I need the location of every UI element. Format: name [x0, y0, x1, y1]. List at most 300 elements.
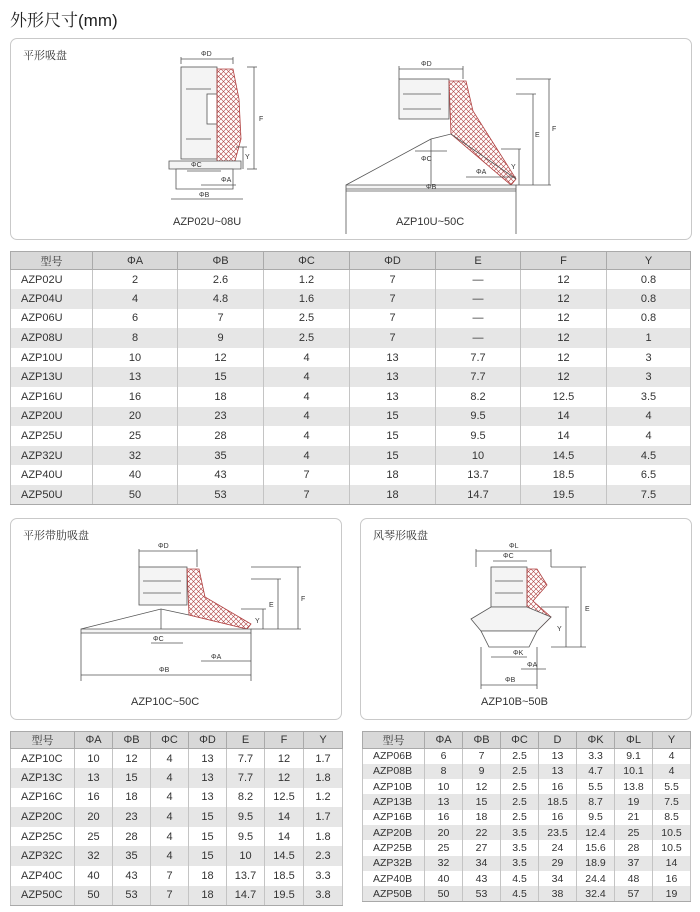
value-cell: 48: [615, 871, 653, 886]
value-cell: 3.8: [304, 886, 343, 906]
value-cell: 22: [463, 825, 501, 840]
column-header: ΦB: [463, 732, 501, 749]
column-header: Y: [607, 252, 691, 270]
dim-label: ΦB: [426, 184, 437, 191]
column-header: ΦC: [151, 732, 189, 749]
value-cell: 12: [521, 328, 607, 348]
table-row: [11, 465, 691, 485]
value-cell: 5.5: [577, 779, 615, 794]
dim-label: Y: [245, 154, 250, 161]
flat-cup-drawing-panel: [10, 38, 692, 240]
value-cell: 4: [151, 807, 189, 827]
column-header: ΦC: [501, 732, 539, 749]
value-cell: 53: [463, 886, 501, 901]
column-header: ΦB: [178, 252, 264, 270]
value-cell: 7: [151, 866, 189, 886]
value-cell: 4.5: [607, 446, 691, 466]
table-row: [11, 749, 343, 769]
value-cell: 9.5: [436, 407, 521, 427]
value-cell: 8: [425, 764, 463, 779]
value-cell: 15.6: [577, 840, 615, 855]
value-cell: 4: [151, 749, 189, 769]
value-cell: 40: [75, 866, 113, 886]
value-cell: 10.1: [615, 764, 653, 779]
table-row: [11, 846, 343, 866]
column-header: ΦL: [615, 732, 653, 749]
table-row: [11, 328, 691, 348]
value-cell: 27: [463, 840, 501, 855]
value-cell: 4: [607, 426, 691, 446]
value-cell: 10.5: [653, 840, 691, 855]
column-header: F: [265, 732, 304, 749]
value-cell: 10: [425, 779, 463, 794]
small-flat-cup-drawing: [11, 39, 691, 239]
model-cell: AZP32B: [363, 856, 425, 871]
value-cell: 18.9: [577, 856, 615, 871]
value-cell: 13: [75, 768, 113, 788]
dim-label: ΦC: [421, 156, 432, 163]
model-cell: AZP20B: [363, 825, 425, 840]
table-row: [11, 426, 691, 446]
value-cell: 4: [264, 367, 350, 387]
panel-title: 平形带肋吸盘: [23, 530, 89, 542]
value-cell: 15: [350, 446, 436, 466]
value-cell: 29: [539, 856, 577, 871]
value-cell: 28: [615, 840, 653, 855]
dim-label: ΦD: [158, 543, 169, 550]
value-cell: 4: [607, 407, 691, 427]
table-row: [11, 348, 691, 368]
value-cell: 18.5: [539, 794, 577, 809]
value-cell: 12.4: [577, 825, 615, 840]
value-cell: 4: [264, 407, 350, 427]
ribbed-cup-drawing-panel: [10, 518, 342, 720]
table-row: [11, 446, 691, 466]
column-header: 型号: [11, 732, 75, 749]
value-cell: 3.5: [501, 856, 539, 871]
model-cell: AZP32U: [11, 446, 93, 466]
value-cell: 18: [189, 866, 227, 886]
table-row: [363, 825, 691, 840]
value-cell: 10.5: [653, 825, 691, 840]
value-cell: 2.5: [501, 794, 539, 809]
value-cell: 12: [521, 270, 607, 290]
value-cell: 4.5: [501, 871, 539, 886]
dim-label: ΦD: [201, 51, 212, 58]
value-cell: 1.6: [264, 289, 350, 309]
table-row: [11, 827, 343, 847]
value-cell: 15: [189, 846, 227, 866]
column-header: Y: [653, 732, 691, 749]
value-cell: 57: [615, 886, 653, 901]
model-cell: AZP06B: [363, 749, 425, 764]
value-cell: 32.4: [577, 886, 615, 901]
value-cell: 40: [93, 465, 178, 485]
column-header: 型号: [363, 732, 425, 749]
model-cell: AZP10C: [11, 749, 75, 769]
value-cell: 4.8: [178, 289, 264, 309]
value-cell: 0.8: [607, 270, 691, 290]
value-cell: 12: [521, 348, 607, 368]
value-cell: 37: [615, 856, 653, 871]
value-cell: 12: [178, 348, 264, 368]
value-cell: 34: [463, 856, 501, 871]
model-cell: AZP40B: [363, 871, 425, 886]
value-cell: 4.5: [501, 886, 539, 901]
drawing-caption: AZP02U~08U: [173, 216, 242, 228]
value-cell: 16: [653, 871, 691, 886]
value-cell: 13: [350, 387, 436, 407]
value-cell: 1: [607, 328, 691, 348]
table-row: [11, 387, 691, 407]
value-cell: 18.5: [265, 866, 304, 886]
column-header: ΦD: [350, 252, 436, 270]
value-cell: 1.7: [304, 749, 343, 769]
bellows-cup-drawing: [361, 519, 691, 719]
value-cell: 50: [425, 886, 463, 901]
value-cell: —: [436, 289, 521, 309]
value-cell: 14.5: [265, 846, 304, 866]
value-cell: 7: [264, 465, 350, 485]
value-cell: 4: [151, 846, 189, 866]
value-cell: —: [436, 270, 521, 290]
value-cell: 15: [189, 807, 227, 827]
column-header: ΦD: [189, 732, 227, 749]
column-header: ΦC: [264, 252, 350, 270]
column-header: ΦB: [113, 732, 151, 749]
column-header: ΦA: [425, 732, 463, 749]
value-cell: 18: [113, 788, 151, 808]
value-cell: 6: [425, 749, 463, 764]
value-cell: 18: [350, 485, 436, 505]
value-cell: 43: [463, 871, 501, 886]
value-cell: 20: [425, 825, 463, 840]
value-cell: 43: [113, 866, 151, 886]
value-cell: 7: [463, 749, 501, 764]
table-header-row: [11, 252, 691, 270]
table-row: [11, 407, 691, 427]
dim-label: ΦD: [421, 61, 432, 68]
value-cell: 7: [350, 270, 436, 290]
value-cell: 18: [463, 810, 501, 825]
value-cell: 13.7: [436, 465, 521, 485]
dim-label: E: [269, 602, 274, 609]
value-cell: 23.5: [539, 825, 577, 840]
value-cell: 13: [350, 348, 436, 368]
model-cell: AZP50U: [11, 485, 93, 505]
value-cell: 7: [350, 309, 436, 329]
value-cell: 9: [463, 764, 501, 779]
dim-label: ΦA: [476, 169, 487, 176]
value-cell: 4: [264, 387, 350, 407]
value-cell: 40: [425, 871, 463, 886]
value-cell: 4: [151, 788, 189, 808]
value-cell: 3.5: [607, 387, 691, 407]
value-cell: 4: [653, 764, 691, 779]
value-cell: 12: [265, 749, 304, 769]
model-cell: AZP16B: [363, 810, 425, 825]
value-cell: 3.5: [501, 825, 539, 840]
dim-label: E: [585, 606, 590, 613]
value-cell: 12: [521, 309, 607, 329]
page-title: 外形尺寸(mm): [10, 11, 118, 30]
value-cell: 32: [93, 446, 178, 466]
value-cell: 9.5: [227, 827, 265, 847]
dim-label: ΦB: [159, 667, 170, 674]
value-cell: 10: [227, 846, 265, 866]
value-cell: 7: [178, 309, 264, 329]
table-row: [363, 871, 691, 886]
value-cell: 7.7: [436, 348, 521, 368]
table-row: [11, 866, 343, 886]
table-row: [11, 807, 343, 827]
value-cell: 2.5: [264, 328, 350, 348]
value-cell: 2.5: [264, 309, 350, 329]
model-cell: AZP10B: [363, 779, 425, 794]
dim-label: ΦL: [509, 543, 519, 550]
value-cell: 8.2: [436, 387, 521, 407]
value-cell: 14.7: [227, 886, 265, 906]
value-cell: 16: [539, 779, 577, 794]
value-cell: 13.7: [227, 866, 265, 886]
value-cell: 12: [463, 779, 501, 794]
value-cell: 4: [264, 446, 350, 466]
value-cell: 14: [265, 807, 304, 827]
value-cell: 13: [189, 768, 227, 788]
dim-label: Y: [511, 164, 516, 171]
table-row: [11, 367, 691, 387]
value-cell: 25: [425, 840, 463, 855]
table-row: [11, 309, 691, 329]
value-cell: 24.4: [577, 871, 615, 886]
value-cell: 50: [75, 886, 113, 906]
dim-label: ΦB: [199, 192, 210, 199]
value-cell: 16: [425, 810, 463, 825]
value-cell: 24: [539, 840, 577, 855]
value-cell: 14.5: [521, 446, 607, 466]
value-cell: 1.8: [304, 827, 343, 847]
value-cell: 4: [151, 827, 189, 847]
table-row: [363, 810, 691, 825]
model-cell: AZP25B: [363, 840, 425, 855]
drawing-caption: AZP10U~50C: [396, 216, 465, 228]
table-row: [363, 840, 691, 855]
value-cell: 19.5: [521, 485, 607, 505]
dim-label: ΦK: [513, 650, 524, 657]
value-cell: 2.5: [501, 810, 539, 825]
value-cell: 35: [113, 846, 151, 866]
model-cell: AZP16U: [11, 387, 93, 407]
dimension-table-b: [362, 731, 691, 902]
table-row: [363, 886, 691, 901]
value-cell: 12: [521, 289, 607, 309]
value-cell: 50: [93, 485, 178, 505]
drawing-caption: AZP10C~50C: [131, 696, 200, 708]
value-cell: 4: [151, 768, 189, 788]
value-cell: 9.5: [227, 807, 265, 827]
value-cell: 7.7: [436, 367, 521, 387]
dim-label: ΦB: [505, 677, 516, 684]
value-cell: 19: [653, 886, 691, 901]
column-header: E: [227, 732, 265, 749]
value-cell: 15: [350, 407, 436, 427]
value-cell: 7.7: [227, 749, 265, 769]
value-cell: 3: [607, 348, 691, 368]
value-cell: 32: [75, 846, 113, 866]
dim-label: F: [552, 126, 557, 133]
value-cell: 18: [189, 886, 227, 906]
value-cell: 8.7: [577, 794, 615, 809]
dim-label: F: [259, 116, 264, 123]
table-row: [363, 779, 691, 794]
panel-title: 平形吸盘: [23, 50, 67, 62]
value-cell: 7.7: [227, 768, 265, 788]
value-cell: 7.5: [607, 485, 691, 505]
dimension-table-u: [10, 251, 691, 505]
model-cell: AZP13C: [11, 768, 75, 788]
value-cell: 3.3: [304, 866, 343, 886]
value-cell: 12: [265, 768, 304, 788]
value-cell: 38: [539, 886, 577, 901]
value-cell: 4: [93, 289, 178, 309]
value-cell: 1.2: [304, 788, 343, 808]
value-cell: 13: [93, 367, 178, 387]
value-cell: 8.5: [653, 810, 691, 825]
model-cell: AZP10U: [11, 348, 93, 368]
value-cell: 1.7: [304, 807, 343, 827]
column-header: ΦK: [577, 732, 615, 749]
value-cell: 4: [653, 749, 691, 764]
value-cell: 9.1: [615, 749, 653, 764]
dim-label: ΦA: [211, 654, 222, 661]
value-cell: 16: [93, 387, 178, 407]
value-cell: 13: [189, 788, 227, 808]
value-cell: 12: [521, 367, 607, 387]
table-row: [11, 886, 343, 906]
model-cell: AZP25U: [11, 426, 93, 446]
value-cell: 14: [521, 407, 607, 427]
value-cell: 2.5: [501, 749, 539, 764]
dim-label: Y: [557, 626, 562, 633]
value-cell: 19: [615, 794, 653, 809]
value-cell: 6.5: [607, 465, 691, 485]
value-cell: 15: [113, 768, 151, 788]
value-cell: 18.5: [521, 465, 607, 485]
dimension-table-c: [10, 731, 343, 906]
value-cell: 4: [264, 348, 350, 368]
model-cell: AZP08B: [363, 764, 425, 779]
value-cell: 25: [615, 825, 653, 840]
ribbed-cup-drawing: [11, 519, 341, 719]
value-cell: 20: [75, 807, 113, 827]
value-cell: 12.5: [265, 788, 304, 808]
value-cell: 3.5: [501, 840, 539, 855]
table-header-row: [363, 732, 691, 749]
drawing-caption: AZP10B~50B: [481, 696, 548, 708]
column-header: F: [521, 252, 607, 270]
value-cell: 1.8: [304, 768, 343, 788]
table-row: [363, 794, 691, 809]
model-cell: AZP02U: [11, 270, 93, 290]
value-cell: 14: [653, 856, 691, 871]
model-cell: AZP20C: [11, 807, 75, 827]
value-cell: 20: [93, 407, 178, 427]
value-cell: 14: [265, 827, 304, 847]
value-cell: —: [436, 309, 521, 329]
value-cell: 12.5: [521, 387, 607, 407]
value-cell: 3: [607, 367, 691, 387]
value-cell: 13: [350, 367, 436, 387]
value-cell: 4.7: [577, 764, 615, 779]
value-cell: 7: [151, 886, 189, 906]
value-cell: 7: [350, 289, 436, 309]
value-cell: 18: [350, 465, 436, 485]
value-cell: 2.3: [304, 846, 343, 866]
value-cell: 35: [178, 446, 264, 466]
value-cell: 13.8: [615, 779, 653, 794]
model-cell: AZP13B: [363, 794, 425, 809]
value-cell: 14.7: [436, 485, 521, 505]
value-cell: 15: [189, 827, 227, 847]
value-cell: 2.6: [178, 270, 264, 290]
dim-label: ΦC: [503, 553, 514, 560]
model-cell: AZP40C: [11, 866, 75, 886]
model-cell: AZP50C: [11, 886, 75, 906]
value-cell: 2.5: [501, 779, 539, 794]
value-cell: —: [436, 328, 521, 348]
value-cell: 18: [178, 387, 264, 407]
value-cell: 25: [93, 426, 178, 446]
value-cell: 53: [113, 886, 151, 906]
panel-title: 风琴形吸盘: [373, 530, 428, 542]
value-cell: 21: [615, 810, 653, 825]
dim-label: E: [535, 132, 540, 139]
value-cell: 9.5: [436, 426, 521, 446]
column-header: E: [436, 252, 521, 270]
value-cell: 43: [178, 465, 264, 485]
dim-label: F: [301, 596, 306, 603]
table-row: [363, 856, 691, 871]
value-cell: 19.5: [265, 886, 304, 906]
model-cell: AZP50B: [363, 886, 425, 901]
value-cell: 15: [350, 426, 436, 446]
value-cell: 15: [178, 367, 264, 387]
column-header: Y: [304, 732, 343, 749]
value-cell: 3.3: [577, 749, 615, 764]
dim-label: Y: [255, 618, 260, 625]
value-cell: 34: [539, 871, 577, 886]
table-header-row: [11, 732, 343, 749]
value-cell: 28: [113, 827, 151, 847]
table-row: [11, 768, 343, 788]
value-cell: 10: [436, 446, 521, 466]
value-cell: 13: [539, 749, 577, 764]
value-cell: 32: [425, 856, 463, 871]
model-cell: AZP20U: [11, 407, 93, 427]
table-row: [363, 764, 691, 779]
value-cell: 10: [75, 749, 113, 769]
value-cell: 14: [521, 426, 607, 446]
value-cell: 23: [113, 807, 151, 827]
value-cell: 12: [113, 749, 151, 769]
value-cell: 23: [178, 407, 264, 427]
dim-label: ΦA: [527, 662, 538, 669]
value-cell: 10: [93, 348, 178, 368]
column-header: D: [539, 732, 577, 749]
value-cell: 7.5: [653, 794, 691, 809]
value-cell: 0.8: [607, 289, 691, 309]
value-cell: 15: [463, 794, 501, 809]
